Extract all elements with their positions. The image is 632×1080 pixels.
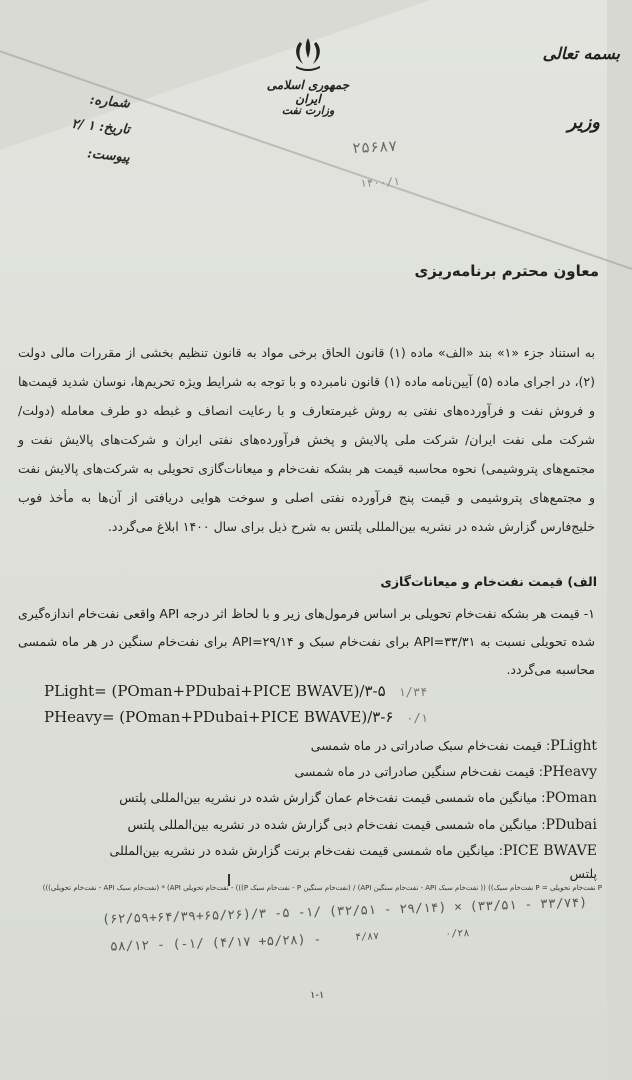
definition-row: PLight: قیمت نفت‌خام سبک صادراتی در ماه شمسی [310,738,597,754]
definition-row: PDubai: میانگین ماه شمسی قیمت نفت‌خام دبی گزارش شده در نشریه بین‌المللی پلتس [127,817,597,833]
formula-heavy-handwritten-note: ۰/۱ [406,711,428,725]
definition-text: قیمت نفت‌خام سنگین صادراتی در ماه شمسی [294,764,535,779]
page-number: ۱-۱ [310,990,325,1001]
definition-row: PHeavy: قیمت نفت‌خام سنگین صادراتی در ماه شمسی [294,764,597,780]
definition-text: میانگین ماه شمسی قیمت نفت‌خام برنت گزارش شده در نشریه بین‌المللی [109,843,495,858]
definition-text: میانگین ماه شمسی قیمت نفت‌خام عمان گزارش شده در نشریه بین‌المللی پلتس [119,790,538,805]
formula-light [44,682,427,700]
definition-symbol: PDubai [545,817,597,833]
minister-title: وزیر [567,112,600,133]
addressee-heading: معاون محترم برنامه‌ریزی [414,262,599,280]
footnote-formula: P نفت‌خام تحویلی = P نفت‌خام سبک)) (( نفت‌خام سبک API - نفت‌خام سنگین API) / (نفت‌خام سنگین P - نفت‌خام سبک P))) - نفت‌خام تحویلی API) * (نفت‌خام سبک API - نفت‌خام تحویلی))) [42,884,602,892]
definition-row: PICE BWAVE: میانگین ماه شمسی قیمت نفت‌خام برنت گزارش شده در نشریه بین‌المللی [109,843,597,859]
handwritten-calc-value-b: ۰/۲۸ [445,928,470,940]
handwritten-calculation-line-1: (۶۲/۵۹+۶۴/۳۹+۶۵/۲۶)/۳ -۵ -۱/ (۳۲/۵۱ - ۲۹/۱۴) × (۳۳/۵۱ - ۳۳/۷۴) [101,895,588,928]
handwritten-calculation-line-2 [355,928,470,943]
definition-symbol: PLight [550,738,597,754]
date-value: ۱ /۲ [70,116,96,134]
definition-row: POman: میانگین ماه شمسی قیمت نفت‌خام عمان گزارش شده در نشریه بین‌المللی پلتس [119,790,597,806]
section-heading: الف) قیمت نفت‌خام و میعانات‌گازی [380,574,597,589]
formula-light-text: PLight= (POman+PDubai+PICE BWAVE)/۳-۵ [44,682,386,700]
ministry-title: وزارت نفت [281,104,335,117]
handwritten-registration-note: ۱۴۰۰/۱ [359,174,401,191]
date-label: تاریخ: [98,119,131,138]
attachment-label: پیوست: [86,146,131,166]
definition-tail: پلتس [569,866,597,881]
number-label: شماره: [88,92,131,112]
formula-heavy-text: PHeavy= (POman+PDubai+PICE BWAVE)/۳-۶ [44,708,394,726]
formula-heavy [44,708,428,726]
item-1-text: ۱- قیمت هر بشکه نفت‌خام تحویلی بر اساس فرمول‌های زیر و با لحاظ اثر درجه API واقعی نفت‌خام اندازه‌گیری شده تحویلی نسبت به API=۳۳/۳۱ برای نفت‌خام سبک و API=۲۹/۱۴ برای نفت‌خام سنگین در هر ماه شمسی محاسبه می‌گردد. [18,606,595,677]
definition-symbol: PICE BWAVE [502,843,597,859]
definition-text: قیمت نفت‌خام سبک صادراتی در ماه شمسی [310,738,542,753]
formula-light-handwritten-note: ۱/۳۴ [398,685,428,699]
definition-symbol: POman [545,790,597,806]
handwritten-calc-value: ۴/۸۷ [354,931,380,943]
iran-emblem-icon [288,36,328,72]
letter-paragraph: به استناد جزء «۱» بند «الف» ماده (۱) قانون الحاق برخی مواد به قانون تنظیم بخشی از مقررات مالی دولت (۲)، در اجرای ماده (۵) آیین‌نامه ماده (۱) قانون نامبرده و با توجه به شرایط ویژه تحریم‌ها، نوسان شدید قیمت‌ها و فروش نفت و فرآورده‌های نفتی به روش غیرمتعارف و با رعایت انصاف و غبطه دو طرف معامله (دولت/ شرکت ملی نفت ایران/ شرکت ملی پالایش و پخش فرآورده‌های نفتی ایران و شرکت‌های پالایش نفت و مجتمع‌های پتروشیمی) نحوه محاسبه قیمت هر بشکه نفت‌خام و میعانات‌گازی تحویلی به شرکت‌های پالایش نفت و مجتمع‌های پتروشیمی و قیمت پنج فرآورده نفتی اصلی و سوخت هوایی دریافتی از آن‌ها به مأخذ فوب خلیج‌فارس گزارش شده در نشریه بین‌المللی پلتس به شرح ذیل برای سال ۱۴۰۰ ابلاغ می‌گردد. [18,345,596,534]
handwritten-calculation-line-3: ۵۸/۱۲ - (-۱/ (۴/۱۷ +۵/۲۸) - [109,932,322,955]
definition-text: میانگین ماه شمسی قیمت نفت‌خام دبی گزارش شده در نشریه بین‌المللی پلتس [127,817,538,832]
basmala: بسمه تعالی [542,44,620,63]
definition-symbol: PHeavy [542,764,597,780]
republic-title: جمهوری اسلامی ایران [266,78,350,106]
handwritten-registration-number: ۲۵۶۸۷ [351,136,398,158]
